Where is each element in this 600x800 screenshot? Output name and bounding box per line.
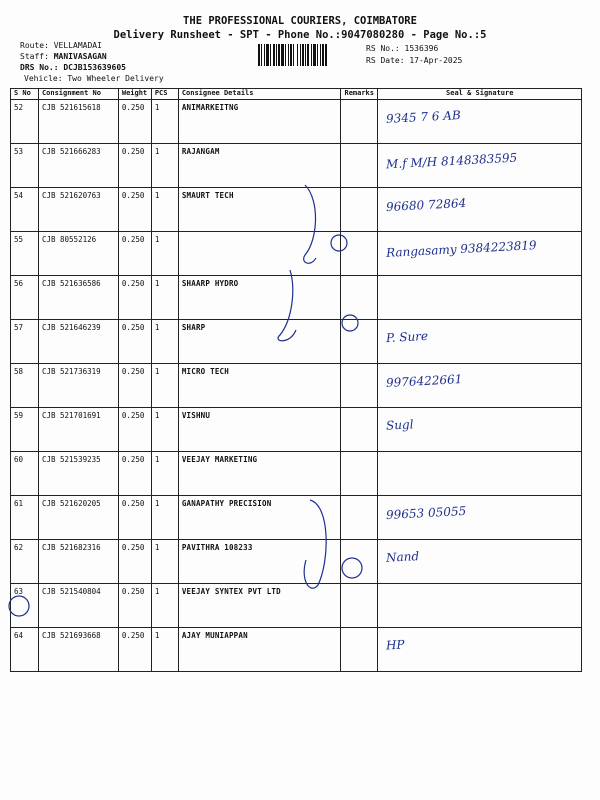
cell-weight: 0.250 xyxy=(118,496,151,540)
cell-consignment-no: CJB 521701691 xyxy=(38,408,118,452)
cell-remarks xyxy=(341,232,378,276)
cell-consignee: VEEJAY MARKETING xyxy=(178,452,341,496)
staff-line xyxy=(20,52,107,61)
cell-remarks xyxy=(341,100,378,144)
handwritten-signature: Nand xyxy=(386,549,420,565)
cell-remarks xyxy=(341,496,378,540)
col-header-pcs: PCS xyxy=(151,89,178,100)
handwritten-signature: 9976422661 xyxy=(386,372,464,390)
rs-date-value: 17-Apr-2025 xyxy=(409,56,463,65)
cell-pcs: 1 xyxy=(151,188,178,232)
cell-remarks xyxy=(341,188,378,232)
cell-sno: 58 xyxy=(11,364,39,408)
table-row xyxy=(11,100,582,144)
table-row xyxy=(11,320,582,364)
cell-sno: 54 xyxy=(11,188,39,232)
cell-consignment-no: CJB 521736319 xyxy=(38,364,118,408)
col-header-signature: Seal & Signature xyxy=(378,89,582,100)
cell-consignment-no: CJB 521540804 xyxy=(38,584,118,628)
cell-sno: 57 xyxy=(11,320,39,364)
cell-weight: 0.250 xyxy=(118,276,151,320)
cell-consignment-no: CJB 521615618 xyxy=(38,100,118,144)
handwritten-signature: HP xyxy=(386,637,406,653)
table-row xyxy=(11,584,582,628)
cell-pcs: 1 xyxy=(151,364,178,408)
cell-signature xyxy=(378,144,582,188)
cell-pcs: 1 xyxy=(151,540,178,584)
col-header-consignee: Consignee Details xyxy=(178,89,341,100)
cell-consignment-no: CJB 521620763 xyxy=(38,188,118,232)
cell-sno: 61 xyxy=(11,496,39,540)
cell-signature xyxy=(378,232,582,276)
cell-weight: 0.250 xyxy=(118,584,151,628)
cell-weight: 0.250 xyxy=(118,628,151,672)
vehicle-value: Two Wheeler Delivery xyxy=(67,74,164,83)
cell-consignee: PAVITHRA 108233 xyxy=(178,540,341,584)
cell-weight: 0.250 xyxy=(118,144,151,188)
staff-value: MANIVASAGAN xyxy=(53,52,107,61)
cell-pcs: 1 xyxy=(151,408,178,452)
handwritten-signature: M.f M/H 8148383595 xyxy=(386,150,519,172)
table-row xyxy=(11,232,582,276)
cell-pcs: 1 xyxy=(151,628,178,672)
cell-remarks xyxy=(341,364,378,408)
cell-signature xyxy=(378,452,582,496)
cell-signature xyxy=(378,540,582,584)
cell-weight: 0.250 xyxy=(118,452,151,496)
cell-sno: 60 xyxy=(11,452,39,496)
cell-consignee xyxy=(178,232,341,276)
cell-remarks xyxy=(341,144,378,188)
cell-sno: 59 xyxy=(11,408,39,452)
cell-signature xyxy=(378,628,582,672)
rs-no-value: 1536396 xyxy=(404,44,439,53)
cell-weight: 0.250 xyxy=(118,188,151,232)
cell-signature xyxy=(378,364,582,408)
rs-date-line xyxy=(366,56,462,65)
col-header-sno: S No xyxy=(11,89,39,100)
drs-label: DRS No.: xyxy=(20,63,59,72)
route-label: Route: xyxy=(20,41,49,50)
cell-pcs: 1 xyxy=(151,452,178,496)
cell-consignment-no: CJB 521693668 xyxy=(38,628,118,672)
cell-remarks xyxy=(341,320,378,364)
vehicle-label: Vehicle: xyxy=(24,74,63,83)
route-line xyxy=(20,41,102,50)
table-header-row xyxy=(11,89,582,100)
cell-remarks xyxy=(341,276,378,320)
rs-no-label: RS No.: xyxy=(366,44,400,53)
cell-weight: 0.250 xyxy=(118,232,151,276)
runsheet-table xyxy=(10,88,582,672)
company-title: THE PROFESSIONAL COURIERS, COIMBATORE xyxy=(183,15,417,27)
table-row xyxy=(11,628,582,672)
table-row xyxy=(11,188,582,232)
cell-remarks xyxy=(341,408,378,452)
cell-weight: 0.250 xyxy=(118,540,151,584)
rs-no-line xyxy=(366,44,438,53)
handwritten-signature: Sugl xyxy=(386,417,415,433)
cell-signature xyxy=(378,100,582,144)
table-row xyxy=(11,276,582,320)
cell-pcs: 1 xyxy=(151,276,178,320)
cell-consignment-no: CJB 521646239 xyxy=(38,320,118,364)
cell-signature xyxy=(378,188,582,232)
cell-signature xyxy=(378,496,582,540)
drs-line xyxy=(20,63,126,72)
table-row xyxy=(11,496,582,540)
cell-signature xyxy=(378,408,582,452)
cell-consignee: VEEJAY SYNTEX PVT LTD xyxy=(178,584,341,628)
cell-signature xyxy=(378,320,582,364)
handwritten-signature: 96680 72864 xyxy=(386,195,467,215)
cell-consignee: SHARP xyxy=(178,320,341,364)
handwritten-signature: 9345 7 6 AB xyxy=(386,108,462,126)
cell-consignment-no: CJB 521539235 xyxy=(38,452,118,496)
cell-pcs: 1 xyxy=(151,232,178,276)
cell-sno: 56 xyxy=(11,276,39,320)
rs-date-label: RS Date: xyxy=(366,56,405,65)
cell-sno: 52 xyxy=(11,100,39,144)
cell-remarks xyxy=(341,628,378,672)
handwritten-signature: P. Sure xyxy=(386,328,429,346)
cell-sno: 64 xyxy=(11,628,39,672)
table-row xyxy=(11,408,582,452)
cell-pcs: 1 xyxy=(151,100,178,144)
cell-pcs: 1 xyxy=(151,320,178,364)
cell-weight: 0.250 xyxy=(118,100,151,144)
runsheet-subtitle: Delivery Runsheet - SPT - Phone No.:9047080280 - Page No.:5 xyxy=(113,29,487,41)
vehicle-line xyxy=(24,74,164,83)
cell-consignment-no: CJB 521666283 xyxy=(38,144,118,188)
drs-value: DCJB153639605 xyxy=(63,63,126,72)
cell-remarks xyxy=(341,452,378,496)
barcode xyxy=(258,44,358,66)
table-row xyxy=(11,540,582,584)
staff-label: Staff: xyxy=(20,52,49,61)
handwritten-signature: Rangasamy 9384223819 xyxy=(386,238,538,260)
cell-pcs: 1 xyxy=(151,584,178,628)
table-row xyxy=(11,144,582,188)
handwritten-signature: 99653 05055 xyxy=(386,503,467,523)
cell-pcs: 1 xyxy=(151,496,178,540)
cell-consignee: ANIMARKEITNG xyxy=(178,100,341,144)
cell-remarks xyxy=(341,540,378,584)
route-value: VELLAMADAI xyxy=(53,41,102,50)
table-row xyxy=(11,452,582,496)
cell-sno: 63 xyxy=(11,584,39,628)
cell-consignee: RAJANGAM xyxy=(178,144,341,188)
cell-weight: 0.250 xyxy=(118,364,151,408)
cell-consignment-no: CJB 521682316 xyxy=(38,540,118,584)
cell-signature xyxy=(378,584,582,628)
cell-consignee: SMAURT TECH xyxy=(178,188,341,232)
cell-sno: 62 xyxy=(11,540,39,584)
col-header-remarks: Remarks xyxy=(341,89,378,100)
cell-consignment-no: CJB 80552126 xyxy=(38,232,118,276)
cell-pcs: 1 xyxy=(151,144,178,188)
cell-consignment-no: CJB 521620205 xyxy=(38,496,118,540)
cell-signature xyxy=(378,276,582,320)
cell-consignee: GANAPATHY PRECISION xyxy=(178,496,341,540)
cell-weight: 0.250 xyxy=(118,408,151,452)
cell-remarks xyxy=(341,584,378,628)
cell-consignee: SHAARP HYDRO xyxy=(178,276,341,320)
col-header-weight: Weight xyxy=(118,89,151,100)
cell-weight: 0.250 xyxy=(118,320,151,364)
table-row xyxy=(11,364,582,408)
cell-consignee: MICRO TECH xyxy=(178,364,341,408)
col-header-consignment: Consignment No xyxy=(38,89,118,100)
cell-consignment-no: CJB 521636586 xyxy=(38,276,118,320)
cell-sno: 53 xyxy=(11,144,39,188)
cell-consignee: VISHNU xyxy=(178,408,341,452)
cell-consignee: AJAY MUNIAPPAN xyxy=(178,628,341,672)
cell-sno: 55 xyxy=(11,232,39,276)
